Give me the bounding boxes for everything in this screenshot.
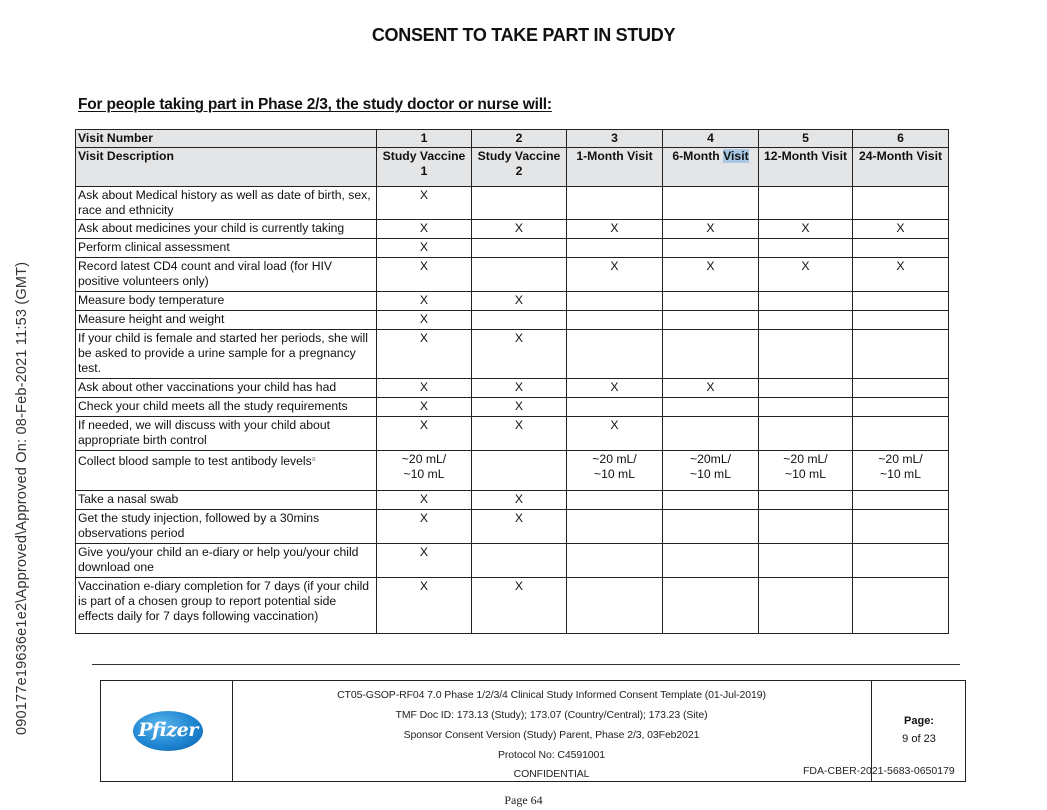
activity-cell <box>76 544 377 578</box>
visit-cell: X <box>853 220 949 239</box>
visit-cell <box>853 239 949 258</box>
logo-cell <box>101 681 233 781</box>
visit-cell <box>759 330 853 379</box>
visit-cell <box>472 187 567 220</box>
visit-cell: X <box>472 292 567 311</box>
visit-number: 1 <box>377 130 472 148</box>
activity-cell <box>76 220 377 239</box>
visit-cell <box>663 398 759 417</box>
table-row <box>76 239 949 258</box>
table-row <box>76 451 949 491</box>
visit-number: 3 <box>567 130 663 148</box>
visit-cell: ~20 mL/ ~10 mL <box>759 451 853 491</box>
visit-cell <box>759 311 853 330</box>
visit-cell <box>567 398 663 417</box>
activity-text: Get the study injection, followed by a 30mins observations period <box>78 511 320 540</box>
visit-cell <box>663 578 759 634</box>
visit-cell <box>759 379 853 398</box>
visit-cell <box>853 311 949 330</box>
visit-cell <box>567 239 663 258</box>
activity-cell <box>76 510 377 544</box>
table-row <box>76 544 949 578</box>
table-row <box>76 330 949 379</box>
visit-cell: X <box>567 379 663 398</box>
visit-cell <box>853 417 949 451</box>
visit-cell: X <box>377 398 472 417</box>
visit-cell: X <box>472 491 567 510</box>
visit-cell: X <box>377 491 472 510</box>
visit-cell: ~20mL/ ~10 mL <box>663 451 759 491</box>
visit-cell <box>663 510 759 544</box>
logo-text: Pfizer <box>138 719 198 741</box>
visit-number: 5 <box>759 130 853 148</box>
section-intro: For people taking part in Phase 2/3, the study doctor or nurse will: <box>78 96 552 113</box>
activity-cell <box>76 491 377 510</box>
visit-cell: X <box>377 578 472 634</box>
visit-description-line1: 24-Month Visit <box>858 149 943 163</box>
bates-number: FDA-CBER-2021-5683-0650179 <box>803 765 955 777</box>
footer-tmf-line: TMF Doc ID: 173.13 (Study); 173.07 (Country/Central); 173.23 (Site) <box>395 709 708 721</box>
activity-text: Vaccination e-diary completion for 7 days (if your child is part of a chosen group to report potential side effects daily for 7 days following vaccination) <box>78 579 370 623</box>
visit-cell: X <box>663 258 759 292</box>
activity-cell <box>76 417 377 451</box>
table-row <box>76 379 949 398</box>
activity-cell <box>76 239 377 258</box>
visit-cell <box>853 578 949 634</box>
footer-template-line: CT05-GSOP-RF04 7.0 Phase 1/2/3/4 Clinical Study Informed Consent Template (01-Jul-2019) <box>337 689 766 701</box>
visit-cell: ~20 mL/ ~10 mL <box>853 451 949 491</box>
visit-description <box>663 148 759 187</box>
footer-divider <box>92 664 960 665</box>
visit-cell <box>759 187 853 220</box>
page-label: Page: <box>904 715 934 727</box>
visit-cell <box>567 330 663 379</box>
visit-cell: X <box>472 330 567 379</box>
page-number: Page 64 <box>504 793 543 807</box>
visit-cell: X <box>472 398 567 417</box>
activity-cell <box>76 398 377 417</box>
activity-cell <box>76 292 377 311</box>
visit-description-label: Visit Description <box>76 148 377 187</box>
activity-text: Record latest CD4 count and viral load (for HIV positive volunteers only) <box>78 259 333 288</box>
visit-cell: X <box>377 379 472 398</box>
table-row <box>76 258 949 292</box>
visit-cell: X <box>377 258 472 292</box>
visit-cell <box>663 544 759 578</box>
visit-cell: X <box>567 417 663 451</box>
visit-cell <box>472 544 567 578</box>
visit-cell: X <box>377 417 472 451</box>
visit-cell <box>853 491 949 510</box>
table-row <box>76 510 949 544</box>
activity-text: Measure height and weight <box>78 312 225 326</box>
activity-text: Collect blood sample to test antibody levels <box>78 454 312 468</box>
visit-cell <box>759 292 853 311</box>
visit-cell <box>853 379 949 398</box>
visit-cell <box>567 510 663 544</box>
highlighted-text: Visit <box>723 149 749 163</box>
visit-cell <box>853 330 949 379</box>
activity-cell <box>76 187 377 220</box>
visit-cell <box>663 187 759 220</box>
visit-description-line2: 2 <box>515 164 523 178</box>
visit-cell <box>853 187 949 220</box>
footer-confidential-line: CONFIDENTIAL <box>513 768 590 780</box>
document-title: CONSENT TO TAKE PART IN STUDY <box>371 25 676 45</box>
visit-cell: X <box>377 330 472 379</box>
visit-description <box>472 148 567 187</box>
visit-cell <box>853 292 949 311</box>
visit-cell <box>663 239 759 258</box>
visit-cell <box>759 578 853 634</box>
visit-cell <box>853 510 949 544</box>
visit-description-line1: 1-Month Visit <box>576 149 653 163</box>
visit-cell <box>472 239 567 258</box>
visit-cell: X <box>663 220 759 239</box>
visit-cell <box>853 544 949 578</box>
visit-description-line2: 1 <box>420 164 428 178</box>
table-row <box>76 187 949 220</box>
activity-text: Measure body temperature <box>78 293 225 307</box>
table-row <box>76 398 949 417</box>
visit-cell <box>663 292 759 311</box>
visit-cell <box>567 578 663 634</box>
visit-cell <box>853 398 949 417</box>
visit-description <box>853 148 949 187</box>
activity-text: Give you/your child an e-diary or help you/your child download one <box>78 545 359 574</box>
visit-description <box>567 148 663 187</box>
visit-cell: X <box>377 292 472 311</box>
footnote-marker: a <box>311 456 316 463</box>
visit-cell: X <box>472 510 567 544</box>
visit-description-line1: Study Vaccine <box>382 149 466 163</box>
visit-cell: X <box>567 258 663 292</box>
activity-text: Ask about other vaccinations your child has had <box>78 380 337 394</box>
visit-cell: X <box>567 220 663 239</box>
table-row <box>76 292 949 311</box>
visit-cell <box>472 451 567 491</box>
visit-cell <box>567 544 663 578</box>
activity-cell <box>76 578 377 634</box>
visit-description-line1: Study Vaccine <box>477 149 561 163</box>
footer-protocol-line: Protocol No: C4591001 <box>497 749 606 761</box>
approval-stamp: 090177e19636e1e2\Approved\Approved On: 08-Feb-2021 11:53 (GMT) <box>14 261 30 735</box>
activity-text: Take a nasal swab <box>78 492 179 506</box>
visit-cell <box>567 311 663 330</box>
visit-cell <box>567 292 663 311</box>
document-footer <box>100 680 966 782</box>
visit-cell: X <box>377 544 472 578</box>
footer-version-line: Sponsor Consent Version (Study) Parent, Phase 2/3, 03Feb2021 <box>403 729 700 741</box>
visit-description <box>759 148 853 187</box>
visit-cell: X <box>759 220 853 239</box>
visit-cell <box>663 330 759 379</box>
visit-cell <box>759 239 853 258</box>
table-row <box>76 491 949 510</box>
visit-schedule-table <box>75 129 949 634</box>
visit-cell: X <box>377 510 472 544</box>
visit-description-line1: 12-Month Visit <box>763 149 848 163</box>
visit-cell: X <box>663 379 759 398</box>
visit-cell: ~20 mL/ ~10 mL <box>377 451 472 491</box>
visit-description-line1: 6-Month <box>672 149 720 163</box>
visit-cell <box>663 491 759 510</box>
visit-cell: ~20 mL/ ~10 mL <box>567 451 663 491</box>
activity-text: If needed, we will discuss with your child about appropriate birth control <box>78 418 331 447</box>
visit-cell: X <box>377 220 472 239</box>
table-row <box>76 417 949 451</box>
activity-text: Ask about Medical history as well as date of birth, sex, race and ethnicity <box>78 188 371 217</box>
visit-number: 2 <box>472 130 567 148</box>
visit-cell <box>759 510 853 544</box>
activity-cell <box>76 311 377 330</box>
visit-cell <box>663 311 759 330</box>
visit-cell <box>759 491 853 510</box>
activity-text: Perform clinical assessment <box>78 240 230 254</box>
visit-cell <box>567 187 663 220</box>
visit-cell <box>759 417 853 451</box>
visit-description <box>377 148 472 187</box>
activity-cell <box>76 330 377 379</box>
visit-cell: X <box>472 417 567 451</box>
activity-text: Check your child meets all the study requirements <box>78 399 348 413</box>
visit-cell <box>759 398 853 417</box>
pfizer-logo <box>133 711 203 751</box>
visit-cell: X <box>853 258 949 292</box>
page-value: 9 of 23 <box>902 733 936 745</box>
activity-cell <box>76 379 377 398</box>
visit-cell <box>663 417 759 451</box>
visit-cell <box>472 311 567 330</box>
visit-cell: X <box>377 187 472 220</box>
visit-cell <box>759 544 853 578</box>
visit-cell: X <box>377 239 472 258</box>
activity-text: If your child is female and started her periods, she will be asked to provide a urine sample for a pregnancy test. <box>78 331 368 375</box>
activity-text: Ask about medicines your child is currently taking <box>78 221 345 235</box>
visit-cell: X <box>472 578 567 634</box>
visit-number-row <box>76 130 949 148</box>
visit-cell: X <box>472 220 567 239</box>
visit-cell: X <box>377 311 472 330</box>
visit-cell: X <box>472 379 567 398</box>
visit-number-label: Visit Number <box>76 130 377 148</box>
visit-number: 6 <box>853 130 949 148</box>
activity-cell <box>76 258 377 292</box>
visit-cell <box>472 258 567 292</box>
visit-description-row <box>76 148 949 187</box>
activity-cell <box>76 451 377 491</box>
table-row <box>76 578 949 634</box>
visit-number: 4 <box>663 130 759 148</box>
visit-cell: X <box>759 258 853 292</box>
table-row <box>76 220 949 239</box>
table-row <box>76 311 949 330</box>
visit-cell <box>567 491 663 510</box>
